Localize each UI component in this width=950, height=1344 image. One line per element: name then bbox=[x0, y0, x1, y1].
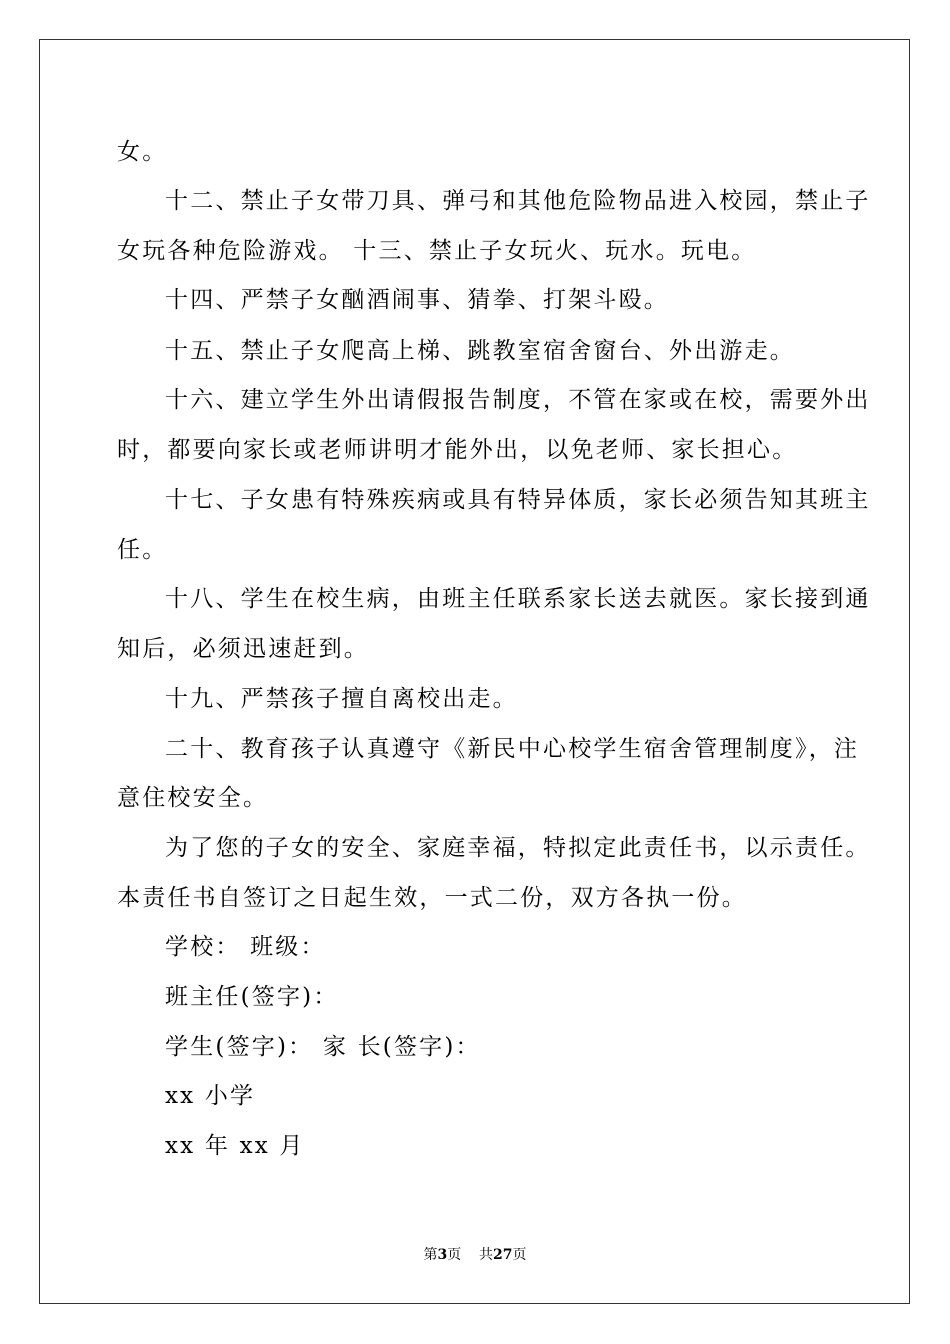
footer-total-pages: 27 bbox=[493, 1247, 513, 1263]
footer-page-suffix: 页 bbox=[447, 1247, 462, 1263]
body-line: 本责任书自签订之日起生效，一式二份，双方各执一份。 bbox=[117, 885, 747, 911]
body-line: 为了您的子女的安全、家庭幸福，特拟定此责任书，以示责任。 bbox=[165, 835, 871, 861]
school-name: xx 小学 bbox=[165, 1083, 256, 1109]
footer-total-prefix: 共 bbox=[479, 1247, 494, 1263]
footer-total-suffix: 页 bbox=[512, 1247, 527, 1263]
footer-page-prefix: 第 bbox=[423, 1247, 438, 1263]
footer-page-number: 3 bbox=[437, 1247, 448, 1263]
body-line: 十八、学生在校生病，由班主任联系家长送去就医。家长接到通 bbox=[165, 586, 871, 612]
signature-head-teacher: 班主任(签字)： bbox=[165, 984, 339, 1010]
body-line: 十五、禁止子女爬高上梯、跳教室宿舍窗台、外出游走。 bbox=[165, 338, 795, 364]
body-line: 时，都要向家长或老师讲明才能外出，以免老师、家长担心。 bbox=[117, 437, 798, 463]
page-frame bbox=[39, 39, 910, 1304]
body-line: 十九、严禁孩子擅自离校出走。 bbox=[165, 686, 518, 712]
body-line: 女。 bbox=[117, 139, 168, 165]
page-footer bbox=[0, 1245, 950, 1265]
body-line: 任。 bbox=[117, 537, 168, 563]
signature-school-class: 学校： 班级： bbox=[165, 934, 326, 960]
body-line: 十四、严禁子女酗酒闹事、猜拳、打架斗殴。 bbox=[165, 287, 669, 313]
body-line: 女玩各种危险游戏。 十三、禁止子女玩火、玩水。玩电。 bbox=[117, 238, 757, 264]
document-date: xx 年 xx 月 bbox=[165, 1133, 305, 1159]
body-line: 二十、教育孩子认真遵守《新民中心校学生宿舍管理制度》，注 bbox=[165, 736, 860, 762]
body-line: 十七、子女患有特殊疾病或具有特异体质，家长必须告知其班主 bbox=[165, 487, 871, 513]
body-line: 意住校安全。 bbox=[117, 785, 269, 811]
body-line: 十二、禁止子女带刀具、弹弓和其他危险物品进入校园，禁止子 bbox=[165, 188, 871, 214]
signature-student-parent: 学生(签字)： 家 长(签字)： bbox=[165, 1034, 481, 1060]
body-line: 十六、建立学生外出请假报告制度，不管在家或在校，需要外出 bbox=[165, 387, 871, 413]
body-line: 知后，必须迅速赶到。 bbox=[117, 636, 369, 662]
